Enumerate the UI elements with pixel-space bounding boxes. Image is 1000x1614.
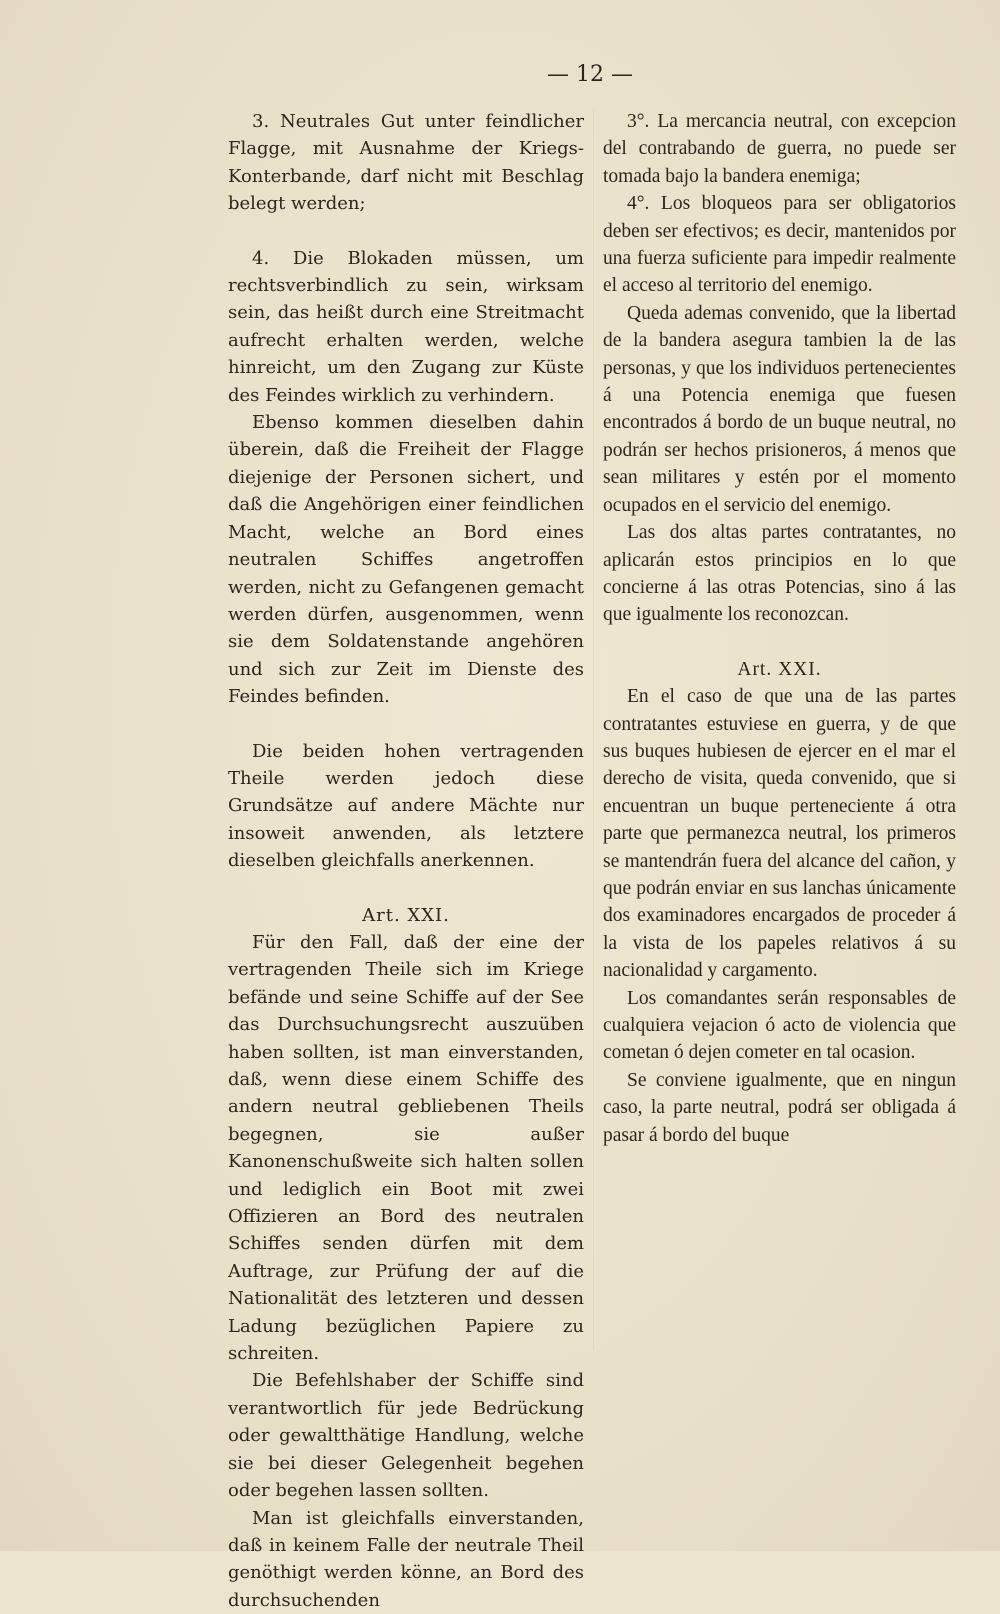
page-number: — 12 — (0, 62, 1000, 87)
german-paragraph-befehlshaber: Die Befehlshaber der Schiffe sind verantwortlich für jede Bedrückung oder gewaltthätige Handlung, welche sie bei dieser Gelegenheit begehen oder begehen lassen sollten. (228, 1367, 584, 1504)
spanish-paragraph-conviene: Se conviene igualmente, que en ningun caso, la parte neutral, podrá ser obligada á pasar á bordo del buque (603, 1067, 956, 1149)
german-item-3: 3. Neutrales Gut unter feindlicher Flagge, mit Ausnahme der Kriegs-Konterbande, darf nicht mit Beschlag belegt werden; (228, 108, 584, 218)
german-paragraph-man: Man ist gleichfalls einverstanden, daß in keinem Falle der neutrale Theil genöthigt werden könne, an Bord des durchsuchenden (228, 1505, 584, 1614)
german-paragraph-ebenso: Ebenso kommen dieselben dahin überein, daß die Freiheit der Flagge diejenige der Personen sichert, und daß die Angehörigen einer feindlichen Macht, welche an Bord eines neutralen Schiffes angetroffen werden, nicht zu Gefangenen gemacht werden dürfen, ausgenommen, wenn sie dem Soldatenstande angehören und sich zur Zeit im Dienste des Feindes befinden. (228, 409, 584, 710)
spanish-item-3: 3°. La mercancia neutral, con excepcion del contrabando de guerra, no puede ser tomada bajo la bandera enemiga; (603, 108, 956, 190)
german-column (228, 108, 584, 1614)
spanish-column (603, 108, 956, 1149)
german-article-heading: Art. XXI. (228, 902, 584, 929)
spanish-article-heading: Art. XXI. (603, 656, 956, 683)
german-paragraph-fall: Für den Fall, daß der eine der vertragenden Theile sich im Kriege befände und seine Schiffe auf der See das Durchsuchungsrecht auszuüben haben sollten, ist man einverstanden, daß, wenn diese einem Schiffe des andern neutral gebliebenen Theils begegnen, sie außer Kanonenschußweite sich halten sollen und lediglich ein Boot mit zwei Offizieren an Bord des neutralen Schiffes senden dürfen mit dem Auftrage, zur Prüfung der auf die Nationalität des letzteren und dessen Ladung bezüglichen Papiere zu schreiten. (228, 929, 584, 1368)
spanish-paragraph-dos: Las dos altas partes contratantes, no aplicarán estos principios en lo que concierne á las otras Potencias, sino á las que igualmente los reconozcan. (603, 519, 956, 629)
spanish-paragraph-caso: En el caso de que una de las partes contratantes estuviese en guerra, y de que sus buques hubiesen de ejercer en el mar el derecho de visita, queda convenido, que si encuentran un buque perteneciente á otra parte que permanezca neutral, los primeros se mantendrán fuera del alcance del cañon, y que podrán enviar en sus lanchas únicamente dos examinadores encargados de proceder á la vista de los papeles relativos á su nacionalidad y cargamento. (603, 683, 956, 984)
column-divider (593, 110, 594, 1350)
german-item-4: 4. Die Blokaden müssen, um rechtsverbindlich zu sein, wirksam sein, das heißt durch eine Streitmacht aufrecht erhalten werden, welche hinreicht, um den Zugang zur Küste des Feindes wirklich zu verhindern. (228, 245, 584, 409)
german-paragraph-beiden: Die beiden hohen vertragenden Theile werden jedoch diese Grundsätze auf andere Mächte nur insoweit anwenden, als letztere dieselben gleichfalls anerkennen. (228, 738, 584, 875)
spanish-item-4: 4°. Los bloqueos para ser obligatorios deben ser efectivos; es decir, mantenidos por una fuerza suficiente para impedir realmente el acceso al territorio del enemigo. (603, 190, 956, 300)
spanish-paragraph-queda: Queda ademas convenido, que la libertad de la bandera asegura tambien la de las personas, y que los individuos pertenecientes á una Potencia enemiga que fuesen encontrados á bordo de un buque neutral, no podrán ser hechos prisioneros, á menos que sean militares y estén por el momento ocupados en el servicio del enemigo. (603, 300, 956, 519)
spanish-paragraph-comandantes: Los comandantes serán responsables de cualquiera vejacion ó acto de violencia que cometan ó dejen cometer en tal ocasion. (603, 985, 956, 1067)
